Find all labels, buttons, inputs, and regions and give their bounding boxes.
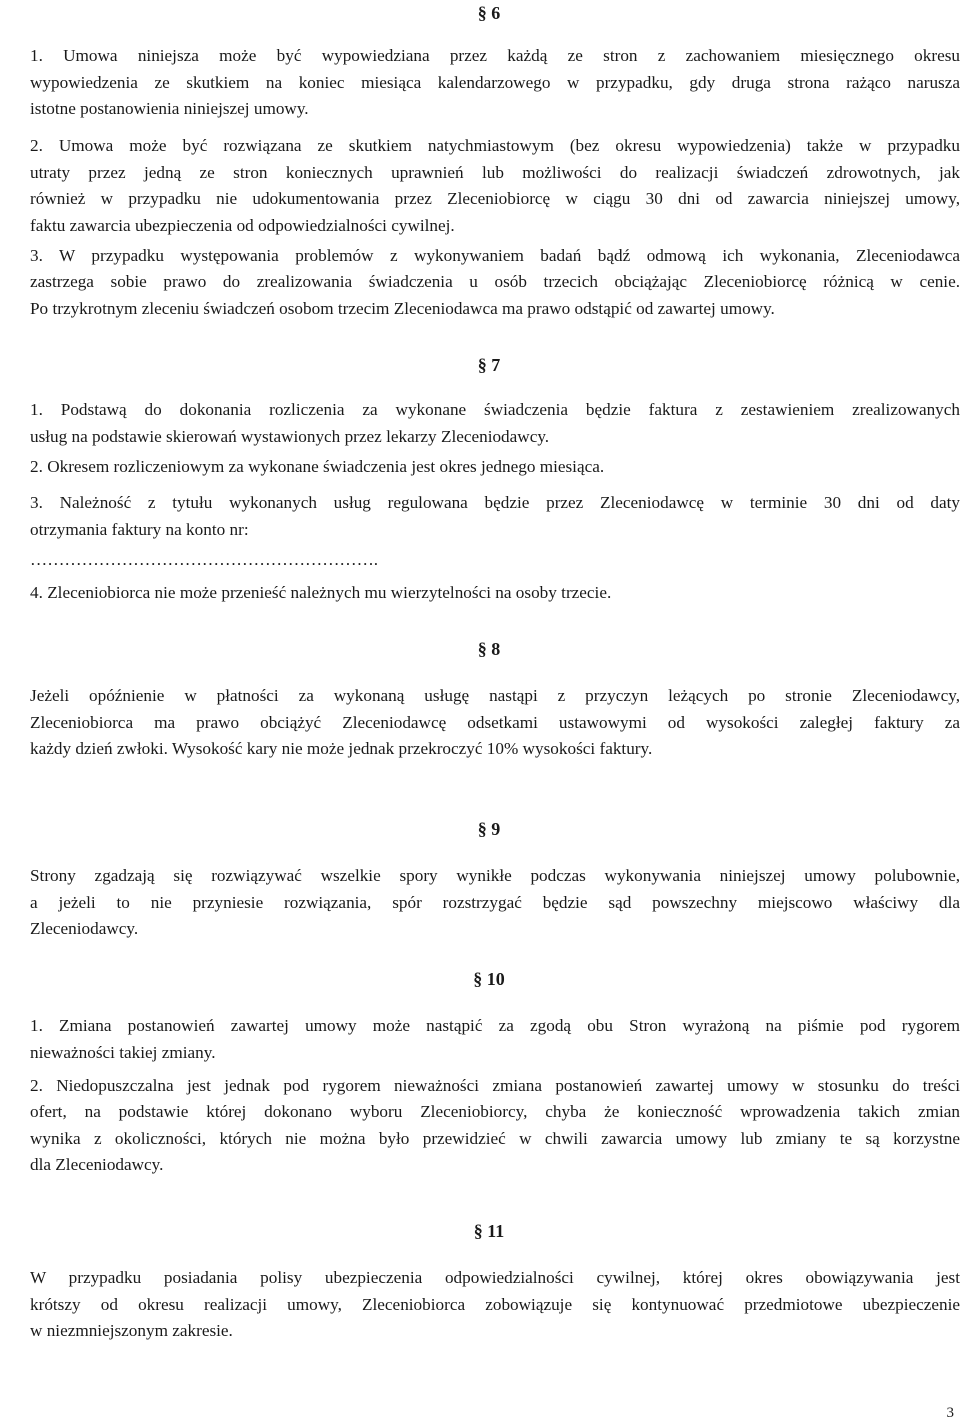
section-7-line-4: 3. Należność z tytułu wykonanych usług regulowana będzie przez Zleceniodawcę w terminie 30 dni od daty	[30, 493, 960, 512]
section-7-line-5: otrzymania faktury na konto nr:	[30, 520, 249, 539]
section-7-line-3: 2. Okresem rozliczeniowym za wykonane świadczenia jest okres jednego miesiąca.	[30, 457, 605, 476]
page-number: 3	[946, 1405, 954, 1421]
section-6-heading: § 6	[477, 3, 501, 23]
section-7-line-1: 1. Podstawą do dokonania rozliczenia za wykonane świadczenia będzie faktura z zestawieniem zrealizowanych	[30, 400, 960, 419]
section-7-line-7: 4. Zleceniobiorca nie może przenieść należnych mu wierzytelności na osoby trzecie.	[30, 583, 612, 602]
section-11-line-1: W przypadku posiadania polisy ubezpieczenia odpowiedzialności cywilnej, której okres obowiązywania jest	[30, 1268, 960, 1287]
section-9-line-3: Zleceniodawcy.	[30, 919, 139, 938]
section-10-heading: § 10	[473, 969, 505, 989]
account-number-placeholder: …………………………………………………….	[30, 550, 379, 569]
section-11-line-3: w niezmniejszonym zakresie.	[30, 1321, 233, 1340]
section-8-line-3: każdy dzień zwłoki. Wysokość kary nie może jednak przekroczyć 10% wysokości faktury.	[30, 739, 653, 758]
section-10-line-1: 1. Zmiana postanowień zawartej umowy może nastąpić za zgodą obu Stron wyrażoną na piśmie pod rygorem	[30, 1016, 960, 1035]
section-6-line-1: 1. Umowa niniejsza może być wypowiedziana przez każdą ze stron z zachowaniem miesięcznego okresu	[30, 46, 960, 65]
section-11-heading: § 11	[473, 1221, 505, 1241]
section-9-line-2: a jeżeli to nie przyniesie rozwiązania, spór rozstrzygać będzie sąd powszechny miejscowo właściwy dla	[30, 893, 960, 912]
section-6-line-3: istotne postanowienia niniejszej umowy.	[30, 99, 309, 118]
section-6-line-7: faktu zawarcia ubezpieczenia od odpowiedzialności cywilnej.	[30, 216, 455, 235]
section-6-line-10: Po trzykrotnym zleceniu świadczeń osobom trzecim Zleceniodawca ma prawo odstąpić od zawartej umowy.	[30, 299, 775, 318]
section-8-line-2: Zleceniobiorca ma prawo obciążyć Zleceniodawcę odsetkami ustawowymi od wysokości zaległej faktury za	[30, 713, 960, 732]
section-6-line-9: zastrzega sobie prawo do zrealizowania świadczenia u osób trzecich obciążając Zleceniobiorcę różnicą w cenie.	[30, 272, 960, 291]
section-7-line-2: usług na podstawie skierowań wystawionych przez lekarzy Zleceniodawcy.	[30, 427, 550, 446]
section-6-line-6: również w przypadku nie udokumentowania przez Zleceniobiorcę w ciągu 30 dni od zawarcia niniejszej umowy,	[30, 189, 960, 208]
section-10-line-6: dla Zleceniodawcy.	[30, 1155, 164, 1174]
section-10-line-4: ofert, na podstawie której dokonano wyboru Zleceniobiorcy, chyba że konieczność wprowadzenia takich zmian	[30, 1102, 960, 1121]
section-6-line-5: utraty przez jedną ze stron koniecznych uprawnień lub możliwości do realizacji świadczeń zdrowotnych, jak	[30, 163, 960, 182]
section-10-line-3: 2. Niedopuszczalna jest jednak pod rygorem nieważności zmiana postanowień zawartej umowy w stosunku do treści	[30, 1076, 960, 1095]
section-11-line-2: krótszy od okresu realizacji umowy, Zleceniobiorca zobowiązuje się kontynuować przedmiotowe ubezpieczenie	[30, 1295, 960, 1314]
section-10-line-5: wynika z okoliczności, których nie można było przewidzieć w chwili zawarcia umowy lub zmiany te są korzystne	[30, 1129, 960, 1148]
section-6-line-2: wypowiedzenia ze skutkiem na koniec miesiąca kalendarzowego w przypadku, gdy druga strona rażąco narusza	[30, 73, 960, 92]
section-8-heading: § 8	[477, 639, 501, 659]
section-9-heading: § 9	[477, 819, 501, 839]
section-6-line-4: 2. Umowa może być rozwiązana ze skutkiem natychmiastowym (bez okresu wypowiedzenia) także w przypadku	[30, 136, 960, 155]
section-7-heading: § 7	[477, 355, 501, 375]
section-6-line-8: 3. W przypadku występowania problemów z wykonywaniem badań bądź odmową ich wykonania, Zleceniodawca	[30, 246, 960, 265]
section-10-line-2: nieważności takiej zmiany.	[30, 1043, 216, 1062]
section-8-line-1: Jeżeli opóźnienie w płatności za wykonaną usługę nastąpi z przyczyn leżących po stronie Zleceniodawcy,	[30, 686, 960, 705]
section-9-line-1: Strony zgadzają się rozwiązywać wszelkie spory wynikłe podczas wykonywania niniejszej umowy polubownie,	[30, 866, 960, 885]
